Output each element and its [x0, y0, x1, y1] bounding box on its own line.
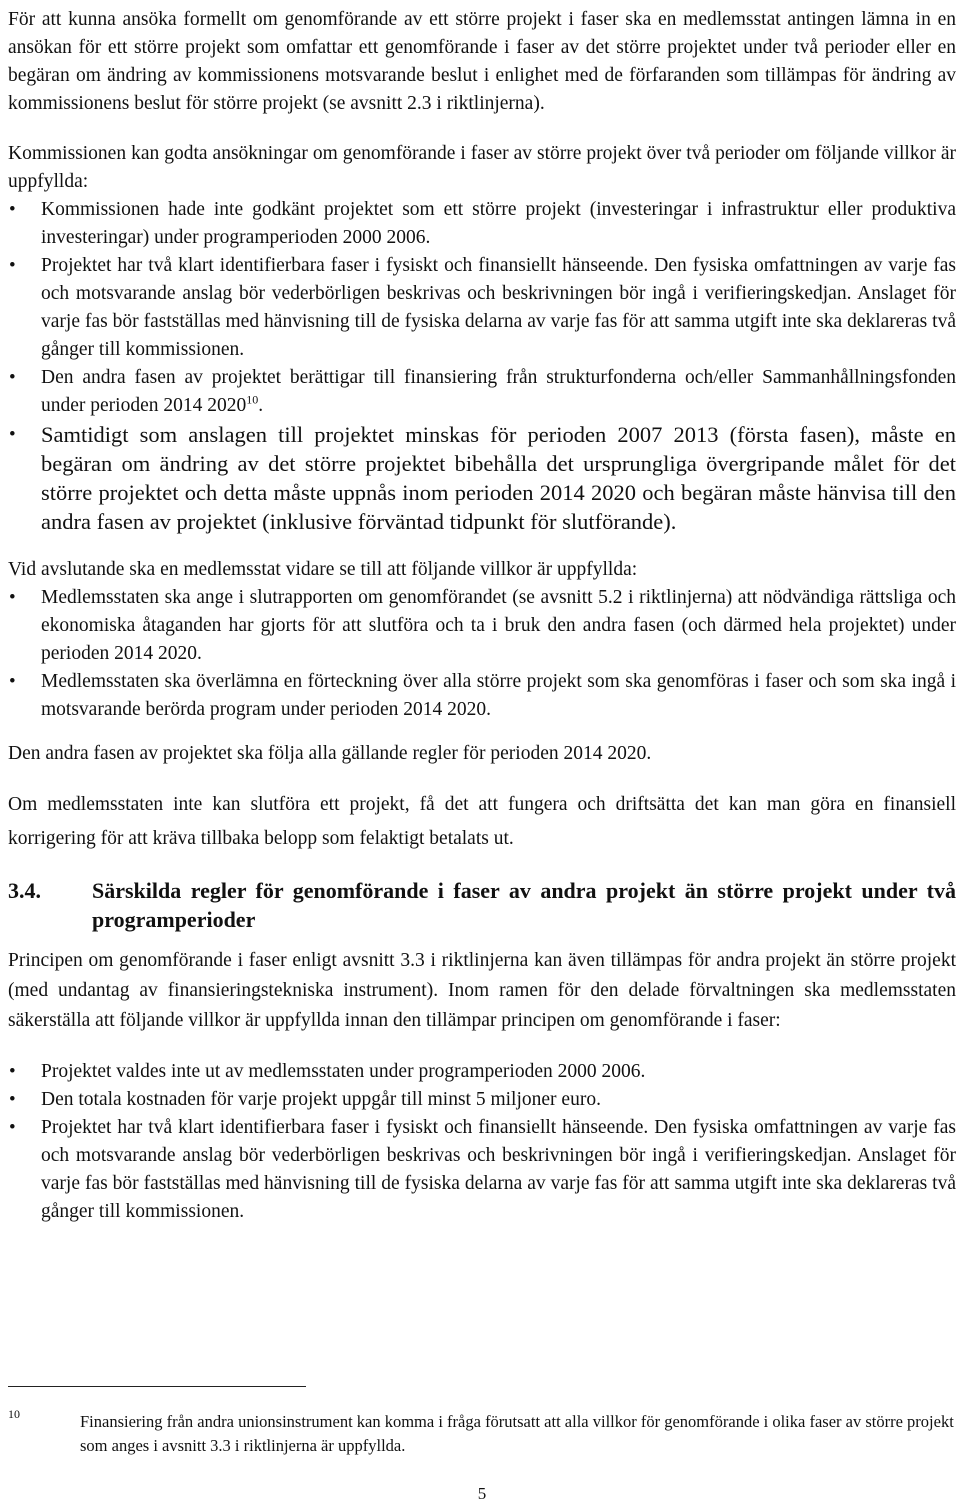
bullet-icon: • [9, 1089, 16, 1110]
paragraph-formal-application: För att kunna ansöka formellt om genomförande av ett större projekt i faser ska en medlemsstat antingen lämna in en ansökan för ett större projekt som omfattar ett genomförande i faser av det större projektet under två perioder eller en begäran om ändring av kommissionens motsvarande beslut i enlighet med de förfaranden som tillämpas för ändring av kommissionens beslut för större projekt (se avsnitt 2.3 i riktlinjerna). [8, 9, 956, 114]
paragraph-financial-correction: Om medlemsstaten inte kan slutföra ett projekt, få det att fungera och driftsätta det kan man göra en finansiell korrigering för att kräva tillbaka belopp som felaktigt betalats ut. [8, 794, 956, 849]
bullet-list-shared-management [8, 1058, 956, 1226]
bullet-icon: • [9, 671, 16, 692]
paragraph-closure-conditions: Vid avslutande ska en medlemsstat vidare se till att följande villkor är uppfyllda: [8, 559, 638, 580]
section-heading [8, 876, 956, 934]
list-item: • Kommissionen hade inte godkänt projektet som ett större projekt (investeringar i infrastruktur eller produktiva investeringar) under programperioden 2000 2006. [8, 196, 956, 252]
bullet-icon: • [9, 255, 16, 276]
page-number: 5 [477, 1484, 487, 1503]
footnote-reference[interactable]: 10 [246, 392, 259, 407]
footnote [8, 1406, 956, 1458]
bullet-icon: • [9, 1117, 16, 1138]
list-item: • Den andra fasen av projektet berättigar till finansiering från strukturfonderna och/eller Sammanhållningsfonden under perioden 2014 2020$^{10}$. [8, 364, 956, 420]
paragraph-phasing-principle: Principen om genomförande i faser enligt avsnitt 3.3 i riktlinjerna kan även tillämpas för andra projekt än större projekt (med undantag av finansieringstekniska instrument). Inom ramen för den delade förvaltningen ska medlemsstaten säkerställa att följande villkor är uppfyllda innan den tillämpar principen om genomförande i faser: [8, 950, 956, 1031]
footnote-divider [8, 1386, 306, 1387]
bullet-icon: • [9, 424, 16, 445]
bullet-list-closure [8, 584, 956, 724]
paragraph-commission-conditions: Kommissionen kan godta ansökningar om genomförande i faser av större projekt över två perioder om följande villkor är uppfyllda: [8, 143, 956, 192]
paragraph-second-phase-rules: Den andra fasen av projektet ska följa alla gällande regler för perioden 2014 2020. [8, 743, 652, 764]
bullet-icon: • [9, 1061, 16, 1082]
list-item: • Medlemsstaten ska överlämna en förteckning över alla större projekt som ska genomföras i faser och som ska ingå i motsvarande berörda program under perioden 2014 2020. [8, 668, 956, 724]
document-page [8, 6, 956, 1503]
list-item: • Medlemsstaten ska ange i slutrapporten om genomförandet (se avsnitt 5.2 i riktlinjerna) att nödvändiga rättsliga och ekonomiska åtaganden har gjorts för att slutföra och ta i bruk den andra fasen (och därmed hela projektet) under perioden 2014 2020. [8, 584, 956, 668]
list-item: • Samtidigt som anslagen till projektet minskas för perioden 2007 2013 (första fasen), måste en begäran om ändring av det större projektet bibehålla det ursprungliga övergripande målet för det större projektet och detta måste uppnås inom perioden 2014 2020 och begäran måste hänvisa till den andra fasen av projektet (inklusive förväntad tidpunkt för slutförande). [9, 422, 956, 534]
section-title: Särskilda regler för genomförande i faser av andra projekt än större projekt under två programperioder [92, 878, 956, 932]
bullet-icon: • [9, 587, 16, 608]
footnote-number: 10 [8, 1407, 20, 1421]
list-item: • Projektet har två klart identifierbara faser i fysiskt och finansiellt hänseende. Den fysiska omfattningen av varje fas och motsvarande anslag bör vederbörligen beskrivas och beskrivningen bör ingå i verifieringskedjan. Anslaget för varje fas bör fastställas med hänvisning till de fysiska delarna av varje fas för att samma utgift inte ska deklareras två gånger till kommissionen. [8, 1114, 956, 1226]
bullet-list-conditions [8, 196, 956, 536]
section-number: 3.4. [8, 878, 41, 903]
footnote-text: Finansiering från andra unionsinstrument kan komma i fråga förutsatt att alla villkor för genomförande i olika faser av större projekt som anges i avsnitt 3.3 i riktlinjerna är uppfyllda. [80, 1412, 954, 1455]
list-item: • Den totala kostnaden för varje projekt uppgår till minst 5 miljoner euro. [8, 1086, 956, 1114]
list-item: • Projektet har två klart identifierbara faser i fysiskt och finansiellt hänseende. Den fysiska omfattningen av varje fas och motsvarande anslag bör vederbörligen beskrivas och beskrivningen bör ingå i verifieringskedjan. Anslaget för varje fas bör fastställas med hänvisning till de fysiska delarna av varje fas för att samma utgift inte ska deklareras två gånger till kommissionen. [8, 252, 956, 364]
bullet-icon: • [9, 199, 16, 220]
list-item: • Projektet valdes inte ut av medlemsstaten under programperioden 2000 2006. [8, 1058, 956, 1086]
bullet-icon: • [9, 367, 16, 388]
